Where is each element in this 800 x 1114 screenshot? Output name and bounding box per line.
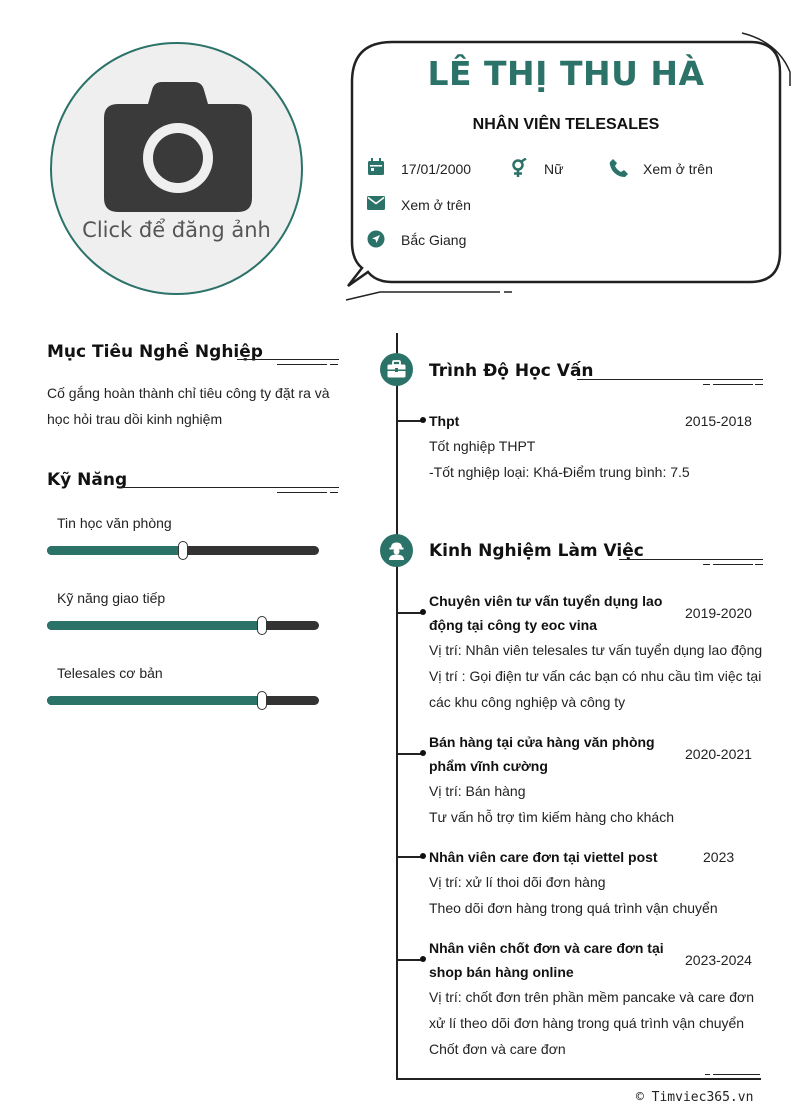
- education-entry-line: Tốt nghiệp THPT: [429, 438, 536, 454]
- experience-entry-line: Vị trí : Gọi điện tư vấn các bạn có nhu cầu tìm việc tại: [429, 668, 762, 684]
- timeline-dot: [420, 750, 426, 756]
- experience-entry-line: Vị trí: xử lí thoi dõi đơn hàng: [429, 874, 606, 890]
- copyright-text: © Timviec365.vn: [636, 1090, 754, 1105]
- experience-entry-line: Vị trí: Nhân viên telesales tư vấn tuyển dụng lao động: [429, 642, 763, 658]
- education-entry-line: -Tốt nghiệp loại: Khá-Điểm trung bình: 7.5: [429, 464, 690, 480]
- education-title: Trình Độ Học Vấn: [429, 361, 594, 381]
- timeline-branch: [396, 612, 422, 614]
- experience-entry-title-line: Nhân viên chốt đơn và care đơn tại: [429, 940, 664, 956]
- experience-entry-date: 2023: [703, 849, 735, 865]
- birthday-value: 17/01/2000: [401, 161, 472, 177]
- location-icon: [367, 230, 385, 248]
- experience-entry-title-line: Nhân viên care đơn tại viettel post: [429, 849, 658, 865]
- address-value: Bắc Giang: [401, 232, 467, 248]
- skill-level-bar[interactable]: [47, 696, 319, 705]
- email-icon: [367, 196, 385, 210]
- experience-entry-date: 2020-2021: [685, 746, 752, 762]
- experience-entry-date: 2023-2024: [685, 952, 752, 968]
- objective-text-line: học hỏi trau dồi kinh nghiệm: [47, 411, 223, 427]
- camera-icon: [104, 82, 252, 212]
- calendar-icon: [367, 158, 385, 176]
- timeline-branch: [396, 959, 422, 961]
- experience-entry-line: Vị trí: Bán hàng: [429, 783, 526, 799]
- experience-entry-title-line: động tại công ty eoc vina: [429, 617, 598, 633]
- experience-entry-title-line: Bán hàng tại cửa hàng văn phòng: [429, 734, 655, 750]
- skills-title: Kỹ Năng: [47, 470, 128, 490]
- skill-level-handle[interactable]: [178, 541, 188, 560]
- objective-text-line: Cố gắng hoàn thành chỉ tiêu công ty đặt ra và: [47, 385, 330, 401]
- worker-icon: [387, 541, 406, 560]
- timeline-line: [396, 333, 398, 1079]
- candidate-name: LÊ THỊ THU HÀ: [427, 54, 705, 93]
- timeline-dot: [420, 609, 426, 615]
- education-entry-date: 2015-2018: [685, 413, 752, 429]
- experience-entry-title: [429, 589, 662, 637]
- experience-entry-line: Vị trí: chốt đơn trên phần mềm pancake và care đơn: [429, 989, 754, 1005]
- gender-value: Nữ: [544, 161, 564, 177]
- experience-entry-title: [429, 936, 664, 984]
- experience-entry-line: các khu công nghiệp và công ty: [429, 694, 626, 710]
- objective-title: Mục Tiêu Nghề Nghiệp: [47, 342, 263, 362]
- skill-level-fill: [47, 546, 183, 555]
- timeline-dot: [420, 853, 426, 859]
- experience-section-icon: [380, 534, 413, 567]
- skill-level-bar[interactable]: [47, 546, 319, 555]
- skill-level-bar[interactable]: [47, 621, 319, 630]
- skill-label: Kỹ năng giao tiếp: [57, 590, 166, 606]
- experience-entry-line: Tư vấn hỗ trợ tìm kiếm hàng cho khách: [429, 809, 674, 825]
- phone-icon: [609, 158, 629, 178]
- timeline-dot: [420, 956, 426, 962]
- gender-icon: [510, 158, 528, 178]
- briefcase-icon: [387, 360, 406, 379]
- experience-entry-title-line: phẩm vĩnh cường: [429, 758, 548, 774]
- skill-level-handle[interactable]: [257, 691, 267, 710]
- skill-level-handle[interactable]: [257, 616, 267, 635]
- timeline-branch: [396, 856, 422, 858]
- education-section-icon: [380, 353, 413, 386]
- experience-title: Kinh Nghiệm Làm Việc: [429, 541, 644, 561]
- experience-entry-title: [429, 845, 658, 869]
- experience-entry-date: 2019-2020: [685, 605, 752, 621]
- skill-label: Tin học văn phòng: [57, 515, 172, 531]
- timeline-branch: [396, 420, 422, 422]
- objective-text: [47, 380, 342, 432]
- email-value: Xem ở trên: [401, 197, 471, 213]
- experience-entry-title: [429, 730, 655, 778]
- phone-value: Xem ở trên: [643, 161, 713, 177]
- experience-entry-title-line: Chuyên viên tư vấn tuyển dụng lao: [429, 593, 663, 609]
- experience-entry-line: xử lí theo dõi đơn hàng trong quá trình vận chuyển: [429, 1015, 745, 1031]
- experience-entry-title-line: shop bán hàng online: [429, 964, 574, 980]
- timeline-branch: [396, 753, 422, 755]
- timeline-bottom-line: [396, 1078, 761, 1080]
- education-entry-title: Thpt: [429, 413, 460, 429]
- photo-upload-label: Click để đăng ảnh: [82, 218, 271, 242]
- profile-photo-upload[interactable]: [50, 42, 303, 295]
- job-title: NHÂN VIÊN TELESALES: [472, 116, 660, 133]
- skill-level-fill: [47, 621, 262, 630]
- experience-entry-line: Theo dõi đơn hàng trong quá trình vận chuyển: [429, 900, 718, 916]
- skill-label: Telesales cơ bản: [57, 665, 163, 681]
- timeline-dot: [420, 417, 426, 423]
- skill-level-fill: [47, 696, 262, 705]
- experience-entry-line: Chốt đơn và care đơn: [429, 1041, 566, 1057]
